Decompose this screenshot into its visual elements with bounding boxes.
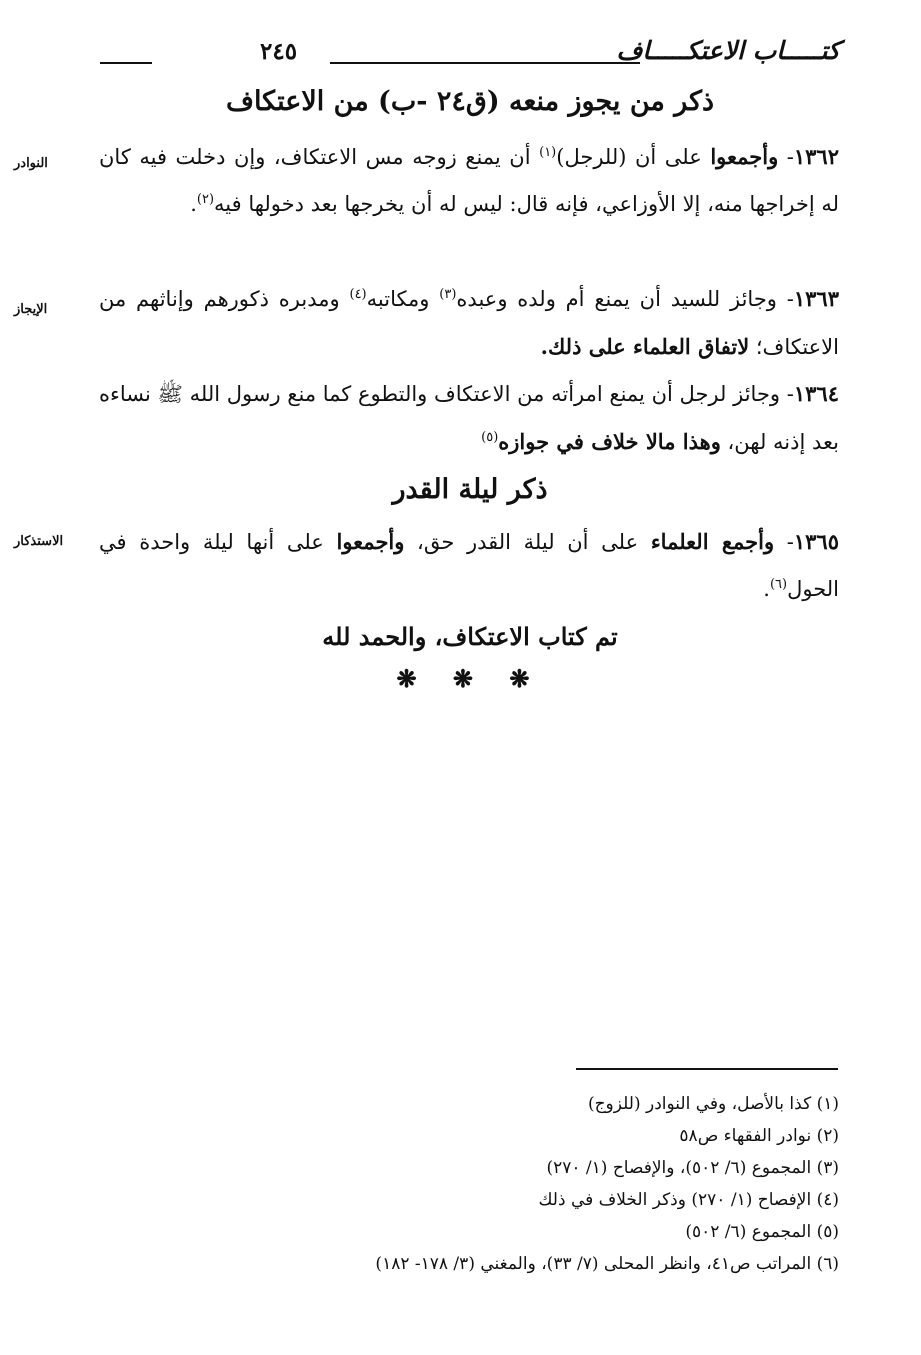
paragraph-text: - bbox=[778, 145, 794, 169]
footnote-ref: (٢) bbox=[196, 192, 215, 207]
page-number: ٢٤٥ bbox=[260, 38, 298, 65]
paragraph-text: ومدبره ذكورهم وإناثهم من الاعتكاف؛ bbox=[99, 287, 839, 359]
paragraph-1364 bbox=[99, 370, 839, 466]
paragraph-text: - bbox=[774, 530, 794, 554]
bold-phrase: وأجمع العلماء bbox=[650, 529, 775, 554]
footnote-rule bbox=[576, 1068, 838, 1070]
bold-phrase: وأجمعوا bbox=[710, 144, 779, 169]
margin-source-1365: الاستذكار bbox=[14, 534, 64, 549]
footnote-1: (١) كذا بالأصل، وفي النوادر (للزوج) bbox=[587, 1094, 839, 1114]
ornament-stars: ❋ ❋ ❋ bbox=[396, 664, 544, 693]
paragraph-text: على أن ليلة القدر حق، bbox=[404, 530, 651, 554]
running-header bbox=[100, 36, 840, 72]
paragraph-number: ١٣٦٤ bbox=[793, 381, 839, 406]
paragraph-text: أن يمنع زوجه مس الاعتكاف، وإن دخلت فيه كان له إخراجها منه، إلا الأوزاعي، فإنه قال: ليس له أن يخرجها بعد دخولها فيه bbox=[99, 145, 839, 216]
footnote-ref: (٦) bbox=[769, 577, 788, 592]
footnote-ref: (٣) bbox=[439, 287, 457, 302]
closing-line: تم كتاب الاعتكاف، والحمد لله bbox=[322, 622, 618, 651]
running-title: كتـــــاب الاعتكـــــاف bbox=[616, 36, 840, 65]
footnote-ref: (٤) bbox=[349, 287, 367, 302]
paragraph-text: . bbox=[763, 577, 770, 601]
bold-phrase: وأجمعوا bbox=[336, 529, 405, 554]
section-heading-2: ذكر ليلة القدر bbox=[392, 474, 548, 505]
footnote-6: (٦) المراتب ص٤١، وانظر المحلى (٧/ ٣٣)، والمغني (٣/ ١٧٨- ١٨٢) bbox=[375, 1254, 839, 1274]
footnote-ref: (٥) bbox=[481, 430, 499, 445]
paragraph-1363 bbox=[99, 275, 839, 371]
paragraph-text: على أنها ليلة واحدة في الحول bbox=[99, 530, 839, 601]
footnote-2: (٢) نوادر الفقهاء ص٥٨ bbox=[679, 1126, 839, 1146]
paragraph-text: - وجائز للسيد أن يمنع أم ولده وعبده bbox=[456, 287, 794, 311]
paragraph-text: - وجائز لرجل أن يمنع امرأته من الاعتكاف والتطوع كما منع رسول الله ﷺ نساءه بعد إذنه لهن، bbox=[99, 382, 839, 454]
paragraph-1362 bbox=[99, 133, 839, 228]
paragraph-number: ١٣٦٥ bbox=[793, 529, 839, 554]
section-heading-1: ذكر من يجوز منعه (ق٢٤ -ب) من الاعتكاف bbox=[225, 86, 715, 117]
paragraph-text: على أن (للرجل) bbox=[556, 145, 711, 169]
footnote-4: (٤) الإفصاح (١/ ٢٧٠) وذكر الخلاف في ذلك bbox=[538, 1190, 839, 1210]
margin-source-1363: الإيجاز bbox=[14, 302, 48, 317]
paragraph-1365 bbox=[99, 518, 839, 613]
bold-phrase: وهذا مالا خلاف في جوازه bbox=[498, 429, 721, 454]
bold-phrase: لاتفاق العلماء على ذلك. bbox=[540, 334, 750, 359]
footnote-ref: (١) bbox=[539, 145, 557, 160]
paragraph-number: ١٣٦٢ bbox=[793, 144, 839, 169]
header-rule-short bbox=[100, 62, 152, 64]
footnotes bbox=[99, 1088, 839, 1280]
footnote-5: (٥) المجموع (٦/ ٥٠٢) bbox=[685, 1222, 839, 1242]
margin-source-1362: النوادر bbox=[14, 156, 48, 171]
header-rule bbox=[330, 62, 640, 64]
paragraph-text: ومكاتبه bbox=[366, 287, 440, 311]
paragraph-text: . bbox=[190, 192, 197, 216]
paragraph-number: ١٣٦٣ bbox=[793, 286, 839, 311]
footnote-3: (٣) المجموع (٦/ ٥٠٢)، والإفصاح (١/ ٢٧٠) bbox=[546, 1158, 839, 1178]
